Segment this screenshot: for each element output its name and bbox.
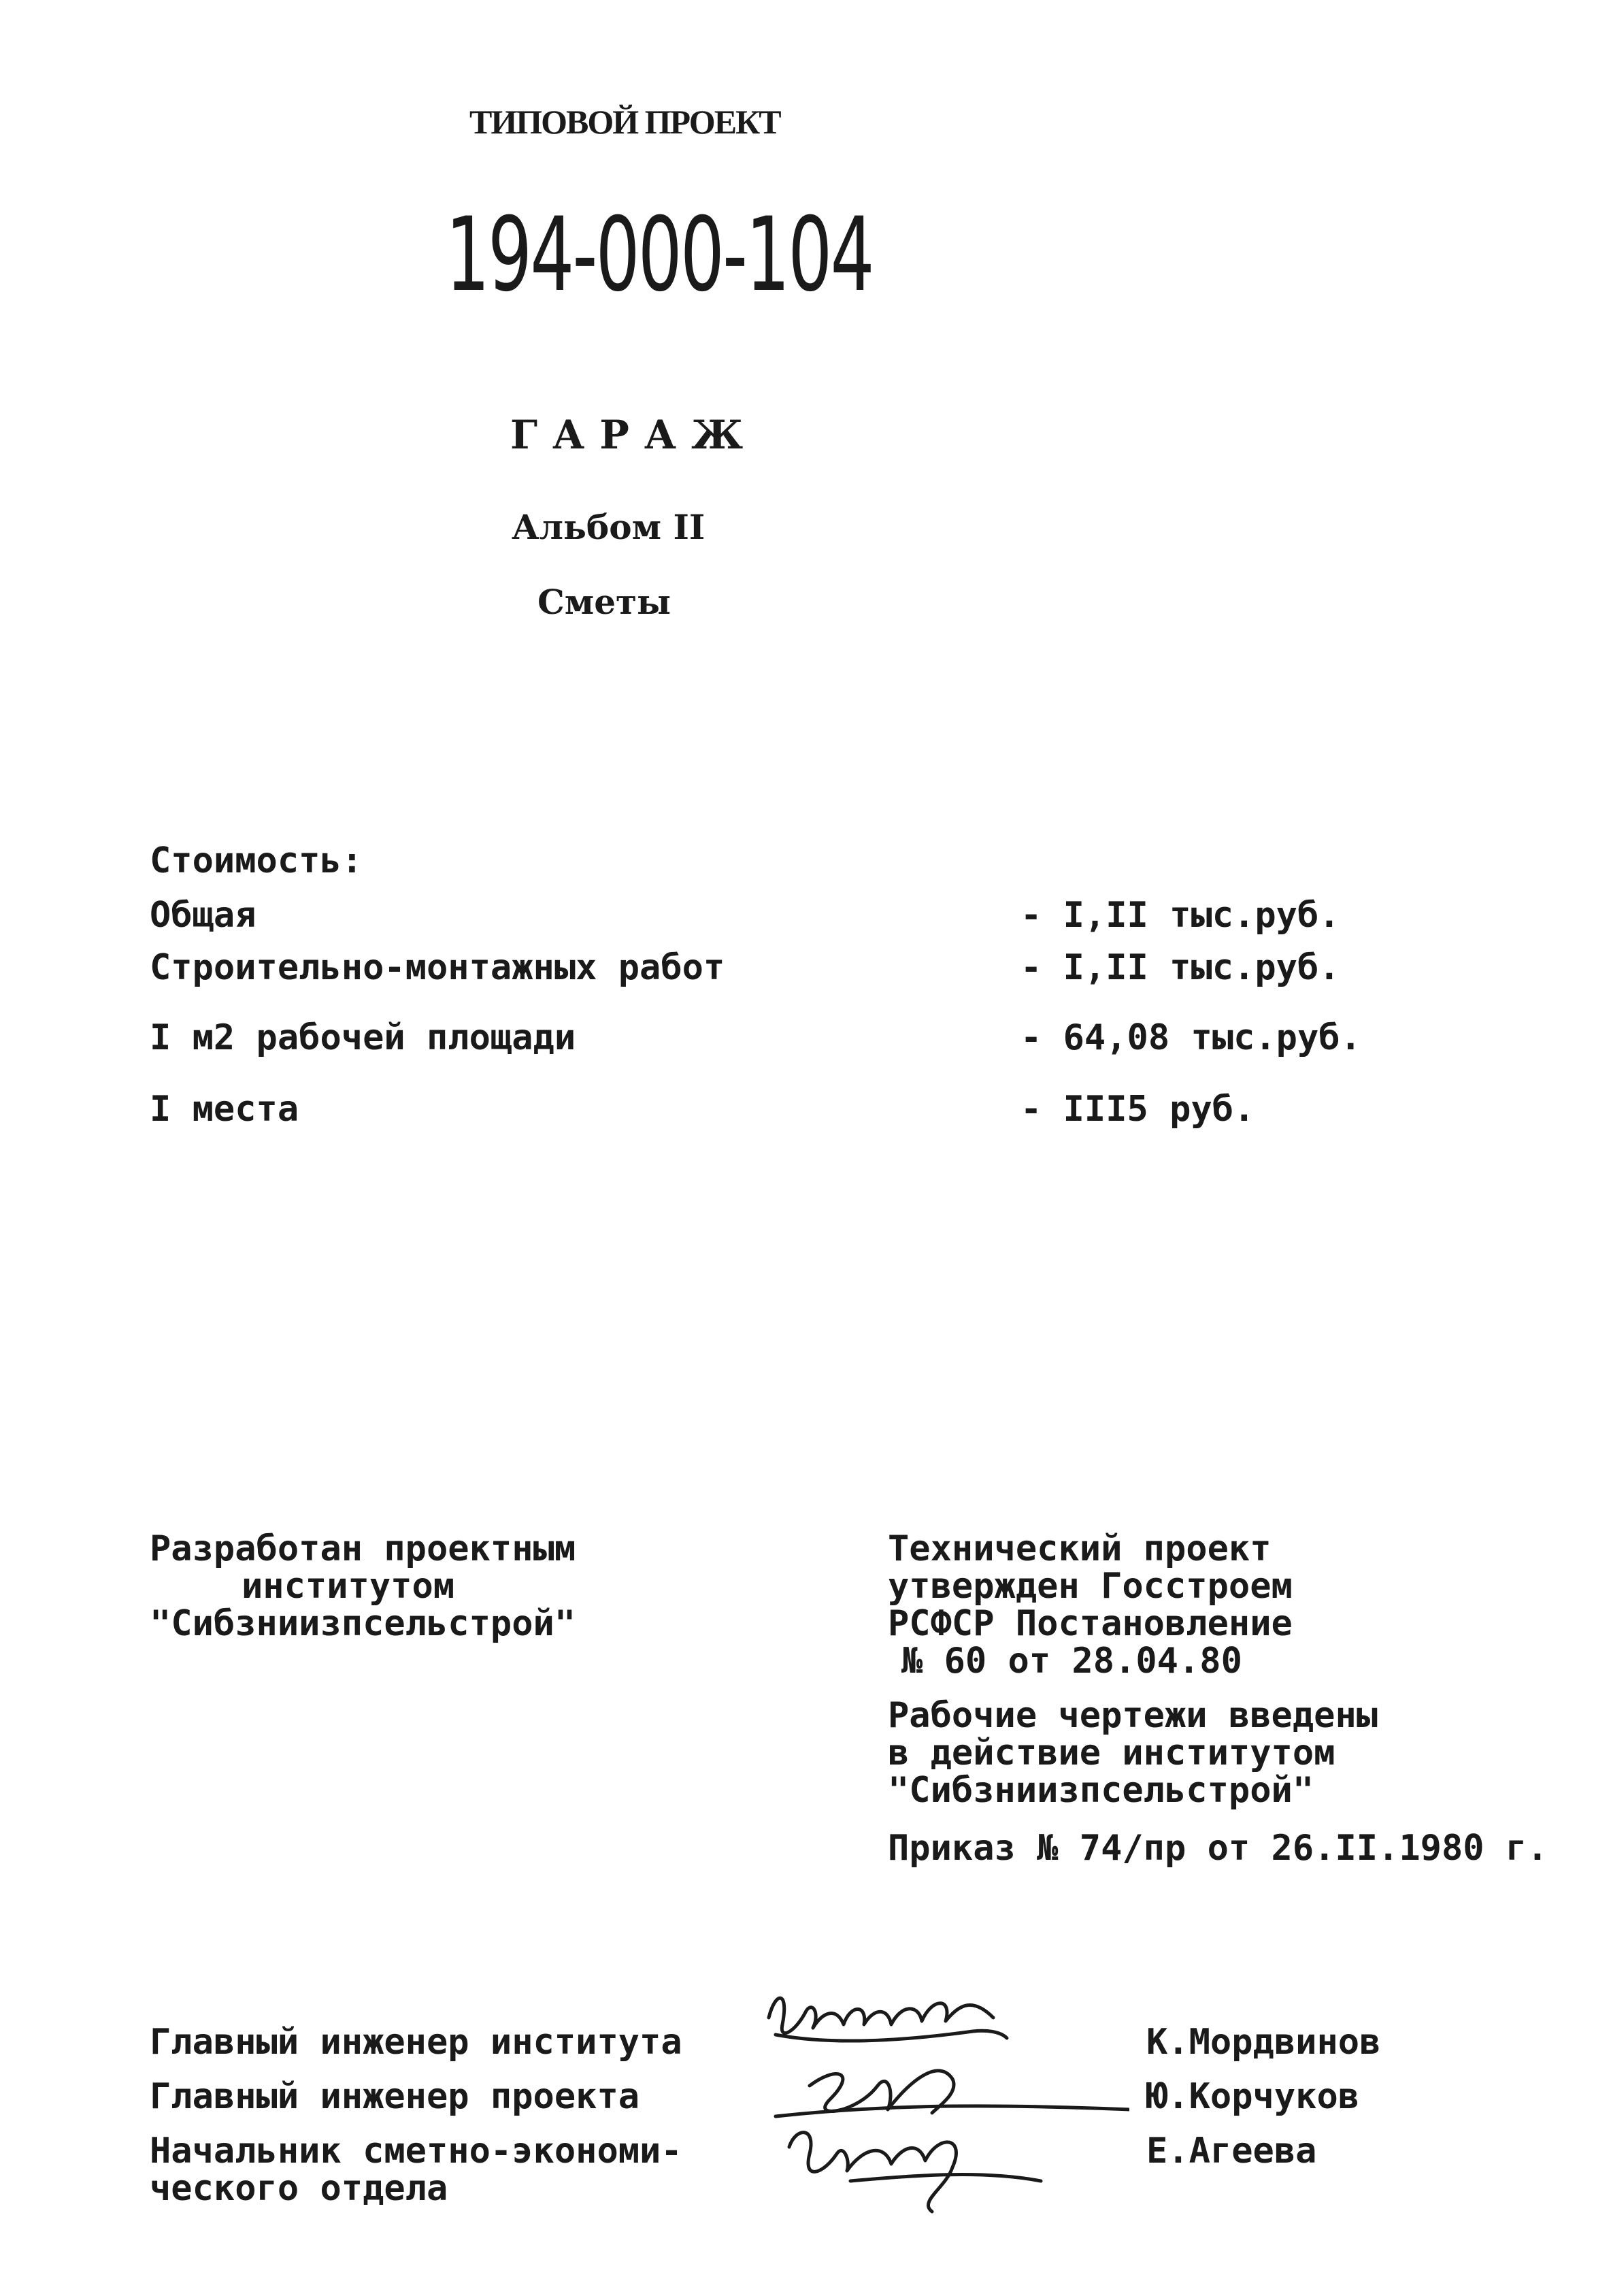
approval-line-3: РСФСР Постановление (888, 1603, 1293, 1644)
role-head-estimates-2: ческого отдела (150, 2168, 448, 2209)
cost-label-total: Общая (150, 895, 256, 936)
person-ageeva: Е.Агеева (1146, 2131, 1317, 2171)
role-chief-engineer-project: Главный инженер проекта (150, 2076, 640, 2117)
approval-line-6: в действие институтом (888, 1733, 1335, 1773)
cost-value-per-m2: - 64,08 тыс.руб. (1020, 1017, 1361, 1058)
signature-1-stroke (769, 1998, 993, 2033)
signature-2-underline (776, 2106, 1129, 2116)
cost-value-total: - I,II тыс.руб. (1020, 895, 1340, 936)
approval-line-5: Рабочие чертежи введены (888, 1695, 1378, 1736)
cost-heading: Стоимость: (150, 840, 363, 881)
approval-line-2: утвержден Госстроем (888, 1566, 1293, 1607)
signature-1-underline (776, 2031, 1007, 2041)
section-title: Сметы (537, 582, 671, 622)
cost-label-construction: Строительно-монтажных работ (150, 947, 725, 988)
cost-value-per-place: - III5 руб. (1020, 1089, 1255, 1130)
developer-line-1: Разработан проектным (150, 1528, 576, 1569)
approval-line-7: "Сибзниизпсельстрой" (888, 1770, 1314, 1811)
project-name: ГАРАЖ (510, 412, 759, 458)
person-mordvinov: К.Мордвинов (1146, 2022, 1381, 2063)
developer-line-3: "Сибзниизпсельстрой" (150, 1603, 576, 1644)
cost-label-per-place: I места (150, 1089, 299, 1130)
developer-line-2: институтом (242, 1566, 455, 1607)
cost-label-per-m2: I м2 рабочей площади (150, 1017, 576, 1058)
role-head-estimates-1: Начальник сметно-экономи- (150, 2131, 682, 2171)
project-series: ТИПОВОЙ ПРОЕКТ (469, 103, 780, 141)
handwritten-signatures (748, 1977, 1129, 2229)
approval-line-1: Технический проект (888, 1528, 1272, 1569)
signature-3-stroke (789, 2133, 956, 2212)
project-code: 194-000-104 (446, 196, 873, 314)
album-number: Альбом II (512, 507, 705, 547)
approval-line-4: № 60 от 28.04.80 (901, 1641, 1242, 1682)
cost-value-construction: - I,II тыс.руб. (1020, 947, 1340, 988)
role-chief-engineer-institute: Главный инженер института (150, 2022, 682, 2063)
approval-line-8: Приказ № 74/пр от 26.II.1980 г. (888, 1828, 1548, 1869)
person-korchukov: Ю.Корчуков (1146, 2076, 1360, 2117)
